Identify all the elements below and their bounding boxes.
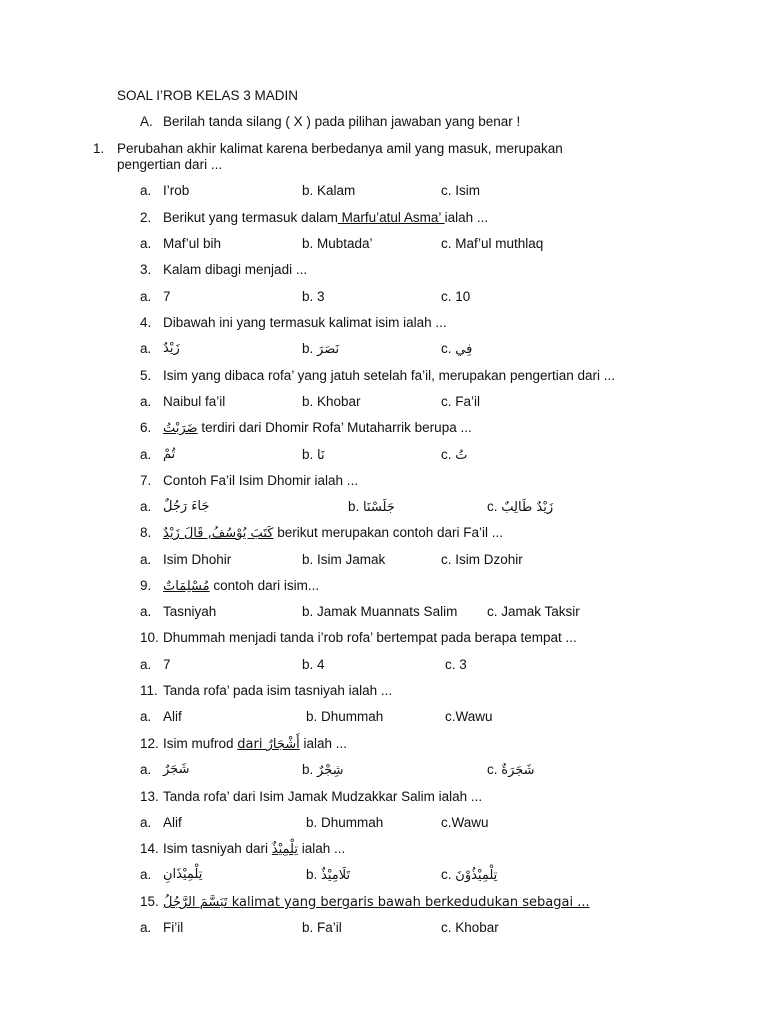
option-letter: c.	[487, 762, 502, 777]
option-letter: b.	[348, 499, 364, 514]
question-stem: Contoh Fa’il Isim Dhomir ialah ...	[163, 473, 359, 488]
arabic-example: كَتَبَ يُوْسُفُ, قَالَ زَيْدٌ	[163, 526, 274, 541]
option-arabic: جَلَسْنَا	[363, 500, 395, 515]
question-number: 6.	[140, 420, 152, 435]
option-marker: a.	[140, 709, 152, 724]
option-marker: a.	[140, 289, 152, 304]
option-c	[441, 867, 497, 884]
option-arabic: شَجَرَةٌ	[501, 763, 535, 778]
option-b: b. Dhummah	[306, 815, 384, 830]
option-b: b. Kalam	[302, 183, 356, 198]
instruction-text: Berilah tanda silang ( X ) pada pilihan jawaban yang benar !	[163, 114, 521, 129]
option-marker: a.	[140, 604, 152, 619]
question-number: 11.	[140, 683, 158, 698]
question-stem: contoh dari isim...	[209, 578, 320, 593]
instruction-number: A.	[140, 114, 153, 129]
option-b	[302, 341, 339, 358]
option-a: زَيْدٌ	[163, 341, 180, 356]
option-letter: b.	[302, 762, 318, 777]
question-text: Perubahan akhir kalimat karena berbedanya amil yang masuk, merupakan	[117, 141, 563, 156]
option-b: b. Jamak Muannats Salim	[302, 604, 458, 619]
option-letter: c.	[441, 341, 456, 356]
option-arabic: نَصَرَ	[317, 342, 340, 357]
option-marker: a.	[140, 552, 152, 567]
option-a: 7	[163, 289, 171, 304]
option-a: Alif	[163, 815, 182, 830]
question-number: 4.	[140, 315, 152, 330]
underlined-term: تِلْمِيْذٌ	[271, 842, 298, 857]
option-b: b. Fa’il	[302, 920, 342, 935]
option-c: c. Jamak Taksir	[487, 604, 580, 619]
option-arabic: فِي	[455, 342, 473, 357]
question-text	[163, 315, 447, 331]
option-a: جَاءَ رَجُلٌ	[163, 499, 210, 514]
question-stem: Berikut yang termasuk dalam	[163, 210, 338, 225]
question-text	[163, 525, 503, 542]
option-c: c.Wawu	[445, 709, 493, 724]
option-c: c.Wawu	[441, 815, 489, 830]
question-stem: berikut merupakan contoh dari Fa’il ...	[273, 525, 504, 540]
option-marker: a.	[140, 867, 152, 882]
question-number: 14.	[140, 841, 159, 856]
question-number: 2.	[140, 210, 152, 225]
question-text	[163, 473, 358, 489]
question-stem: Isim yang dibaca rofa’ yang jatuh setelah fa’il, merupakan pengertian dari ...	[163, 368, 616, 383]
option-a: Isim Dhohir	[163, 552, 232, 567]
option-arabic: شِجْرٌ	[317, 763, 344, 778]
question-text	[163, 210, 488, 226]
question-text	[163, 789, 482, 805]
option-c	[441, 341, 472, 358]
option-c: c. Khobar	[441, 920, 499, 935]
option-c: c. 10	[441, 289, 471, 304]
option-marker: a.	[140, 762, 152, 777]
option-b: b. 3	[302, 289, 325, 304]
option-a: 7	[163, 657, 171, 672]
question-stem-end: ialah ...	[444, 210, 489, 225]
option-a: I’rob	[163, 183, 190, 198]
option-a: Alif	[163, 709, 182, 724]
question-stem-end: ialah ...	[299, 736, 347, 751]
option-a: Maf’ul bih	[163, 236, 222, 251]
question-stem: Tanda rofa’ pada isim tasniyah ialah ...	[163, 683, 393, 698]
question-number: 15.	[140, 894, 159, 909]
option-c	[441, 447, 468, 464]
option-letter: b.	[302, 341, 318, 356]
option-b: b. Mubtada’	[302, 236, 373, 251]
question-stem: Isim tasniyah dari	[163, 841, 272, 856]
option-arabic: تِلْمِيْذُوْنَ	[455, 868, 498, 883]
question-number: 13.	[140, 789, 159, 804]
option-c	[487, 762, 535, 779]
option-letter: c.	[441, 447, 456, 462]
question-number: 8.	[140, 525, 152, 540]
option-b: b. Khobar	[302, 394, 361, 409]
option-arabic: نَا	[317, 448, 325, 463]
option-letter: c.	[441, 867, 456, 882]
question-stem: Tanda rofa’ dari Isim Jamak Mudzakkar Salim ialah ...	[163, 789, 483, 804]
question-text	[163, 630, 577, 646]
option-arabic: تَلَامِيْذٌ	[321, 868, 351, 883]
option-c: c. 3	[445, 657, 467, 672]
option-marker: a.	[140, 447, 152, 462]
question-text-continued: pengertian dari ...	[117, 157, 223, 172]
arabic-example: مُسْلِمَاتٌ	[163, 579, 210, 594]
option-c: c. Isim Dzohir	[441, 552, 523, 567]
option-marker: a.	[140, 657, 152, 672]
option-arabic: تُ	[455, 448, 468, 463]
question-text	[163, 841, 345, 858]
underlined-term: dari أَشْجَارٌ	[237, 737, 300, 752]
question-number: 5.	[140, 368, 152, 383]
question-text	[163, 368, 615, 384]
arabic-example: ضَرَبْتُ	[163, 421, 198, 436]
option-letter: b.	[306, 867, 322, 882]
option-marker: a.	[140, 394, 152, 409]
option-marker: a.	[140, 920, 152, 935]
option-marker: a.	[140, 236, 152, 251]
question-text	[163, 736, 347, 753]
question-stem: Kalam dibagi menjadi ...	[163, 262, 308, 277]
option-c	[487, 499, 553, 516]
question-text	[163, 578, 319, 595]
question-number: 9.	[140, 578, 152, 593]
question-number: 7.	[140, 473, 152, 488]
option-a: Fi’il	[163, 920, 184, 935]
option-b	[348, 499, 395, 516]
option-a: Tasniyah	[163, 604, 217, 619]
question-text	[163, 420, 472, 437]
question-number: 10.	[140, 630, 159, 645]
option-b	[302, 762, 343, 779]
option-marker: a.	[140, 815, 152, 830]
option-c: c. Fa’il	[441, 394, 481, 409]
option-b: b. Isim Jamak	[302, 552, 386, 567]
option-arabic: زَيْدٌ طَالِبٌ	[501, 500, 554, 515]
option-marker: a.	[140, 341, 152, 356]
question-stem: Isim mufrod	[163, 736, 238, 751]
option-letter: b.	[302, 447, 318, 462]
underlined-term: Marfu’atul Asma’	[337, 210, 445, 225]
option-c: c. Isim	[441, 183, 480, 198]
underlined-term: تَبَسَّمَ الرَّجُلُ kalimat yang bergaris bawah berkedudukan sebagai ...	[163, 895, 590, 910]
option-b	[302, 447, 325, 464]
option-a: شَجَرٌ	[163, 762, 190, 777]
question-text	[163, 683, 392, 699]
option-a: تِلْمِيْذَانِ	[163, 867, 203, 882]
option-c: c. Maf’ul muthlaq	[441, 236, 544, 251]
question-number: 3.	[140, 262, 152, 277]
question-stem: Dhummah menjadi tanda i’rob rofa’ bertempat pada berapa tempat ...	[163, 630, 577, 645]
question-text	[163, 894, 590, 911]
question-text	[163, 262, 307, 278]
option-a: Naibul fa’il	[163, 394, 226, 409]
option-b: b. 4	[302, 657, 325, 672]
option-b: b. Dhummah	[306, 709, 384, 724]
question-stem: terdiri dari Dhomir Rofa’ Mutaharrik berupa ...	[197, 420, 472, 435]
option-marker: a.	[140, 499, 152, 514]
question-stem: Dibawah ini yang termasuk kalimat isim ialah ...	[163, 315, 447, 330]
question-stem-end: ialah ...	[297, 841, 346, 856]
page-title: SOAL I’ROB KELAS 3 MADIN	[117, 88, 299, 103]
option-letter: c.	[487, 499, 502, 514]
question-number: 12.	[140, 736, 159, 751]
option-a: تُمْ	[163, 447, 176, 462]
option-b	[306, 867, 350, 884]
option-marker: a.	[140, 183, 152, 198]
question-number: 1.	[93, 141, 105, 156]
